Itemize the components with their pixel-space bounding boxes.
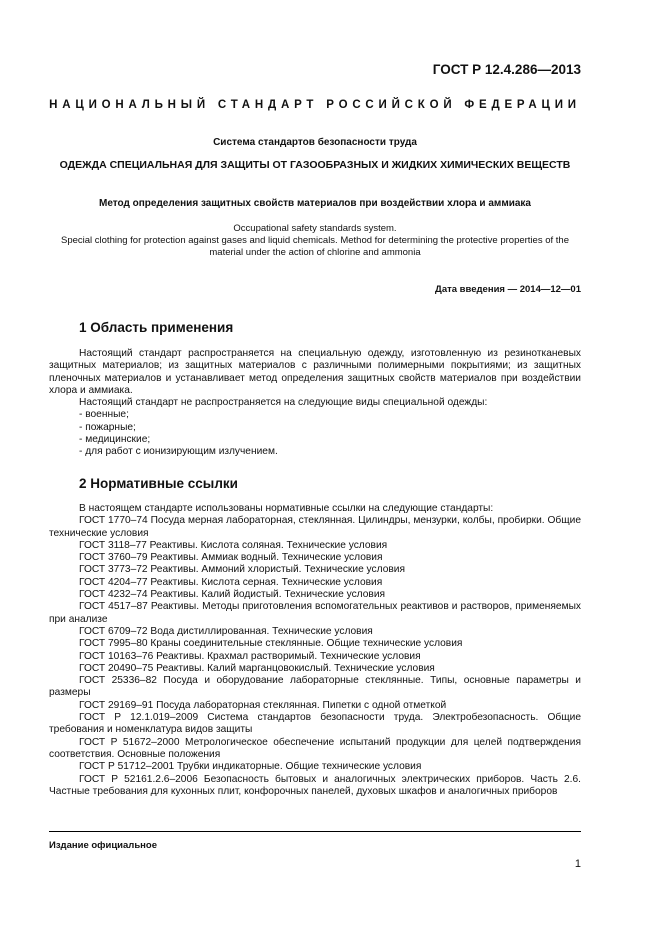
- main-title: ОДЕЖДА СПЕЦИАЛЬНАЯ ДЛЯ ЗАЩИТЫ ОТ ГАЗООБРАЗНЫХ И ЖИДКИХ ХИМИЧЕСКИХ ВЕЩЕСТВ: [59, 159, 571, 171]
- english-title-line-2: Special clothing for protection against gases and liquid chemicals. Method for determining the protective properties of the material under the action of chlorine and ammonia: [60, 235, 569, 258]
- reference-item: ГОСТ 25336–82 Посуда и оборудование лабораторные стеклянные. Типы, основные параметры и размеры: [49, 675, 581, 699]
- reference-item: ГОСТ Р 51712–2001 Трубки индикаторные. Общие технические условия: [79, 761, 422, 773]
- reference-item: ГОСТ 4517–87 Реактивы. Методы приготовления вспомогательных реактивов и растворов, применяемых при анализе: [49, 601, 581, 625]
- section-2-intro: В настоящем стандарте использованы нормативные ссылки на следующие стандарты:: [79, 503, 494, 514]
- reference-item: ГОСТ Р 51672–2000 Метрологическое обеспечение испытаний продукции для целей подтверждения соответствия. Основные положения: [49, 736, 581, 760]
- reference-item: ГОСТ 29169–91 Посуда лабораторная стеклянная. Пипетки с одной отметкой: [79, 699, 447, 711]
- list-item: - для работ с ионизирующим излучением.: [79, 446, 278, 458]
- english-title: [49, 223, 581, 259]
- page-number: 1: [574, 858, 581, 870]
- english-title-line-1: Occupational safety standards system.: [233, 223, 397, 234]
- reference-item: ГОСТ 20490–75 Реактивы. Калий марганцовокислый. Технические условия: [79, 662, 435, 674]
- section-1-heading: 1 Область применения: [79, 320, 234, 335]
- section-1-body: [49, 348, 581, 459]
- reference-item: ГОСТ 3118–77 Реактивы. Кислота соляная. Технические условия: [79, 539, 388, 551]
- section-1-paragraph-1: Настоящий стандарт распространяется на специальную одежду, изготовленную из резинотканевых защитных материалов; из защитных материалов с различными полимерными покрытиями; из защитных пленочных материалов и устанавливает метод определения защитных свойств материалов при воздействии хлора и аммиака.: [49, 348, 581, 396]
- reference-item: ГОСТ 4232–74 Реактивы. Калий йодистый. Технические условия: [79, 589, 386, 601]
- section-2-heading: 2 Нормативные ссылки: [79, 476, 238, 491]
- introduction-date: Дата введения — 2014—12—01: [435, 284, 581, 295]
- system-title: Система стандартов безопасности труда: [213, 137, 417, 148]
- official-edition-label: Издание официальное: [49, 840, 157, 851]
- reference-item: ГОСТ Р 52161.2.6–2006 Безопасность бытовых и аналогичных электрических приборов. Часть 2.6. Частные требования для кухонных плит, конфорочных панелей, духовых шкафов и аналогичных приборов: [49, 773, 581, 797]
- reference-item: ГОСТ 10163–76 Реактивы. Крахмал растворимый. Технические условия: [79, 650, 421, 662]
- list-item: - военные;: [79, 409, 129, 421]
- reference-item: ГОСТ 3760–79 Реактивы. Аммиак водный. Технические условия: [79, 552, 383, 564]
- document-code: ГОСТ Р 12.4.286—2013: [432, 62, 581, 77]
- reference-item: ГОСТ Р 12.1.019–2009 Система стандартов безопасности труда. Электробезопасность. Общие требования и номенклатура видов защиты: [49, 712, 581, 736]
- reference-item: ГОСТ 4204–77 Реактивы. Кислота серная. Технические условия: [79, 576, 383, 588]
- method-title: Метод определения защитных свойств материалов при воздействии хлора и аммиака: [99, 198, 531, 209]
- reference-item: ГОСТ 3773–72 Реактивы. Аммоний хлористый. Технические условия: [79, 564, 405, 576]
- footer-divider: [49, 831, 581, 832]
- section-1-paragraph-2: Настоящий стандарт не распространяется на следующие виды специальной одежды:: [79, 397, 488, 409]
- reference-item: ГОСТ 1770–74 Посуда мерная лабораторная, стеклянная. Цилиндры, мензурки, колбы, пробирки. Общие технические условия: [49, 515, 581, 539]
- list-item: - пожарные;: [79, 421, 136, 433]
- reference-item: ГОСТ 7995–80 Краны соединительные стеклянные. Общие технические условия: [79, 638, 463, 650]
- reference-item: ГОСТ 6709–72 Вода дистиллированная. Технические условия: [79, 625, 373, 637]
- national-standard-banner: НАЦИОНАЛЬНЫЙ СТАНДАРТ РОССИЙСКОЙ ФЕДЕРАЦИИ: [49, 99, 581, 111]
- list-item: - медицинские;: [79, 434, 151, 446]
- section-2-body: [49, 503, 581, 798]
